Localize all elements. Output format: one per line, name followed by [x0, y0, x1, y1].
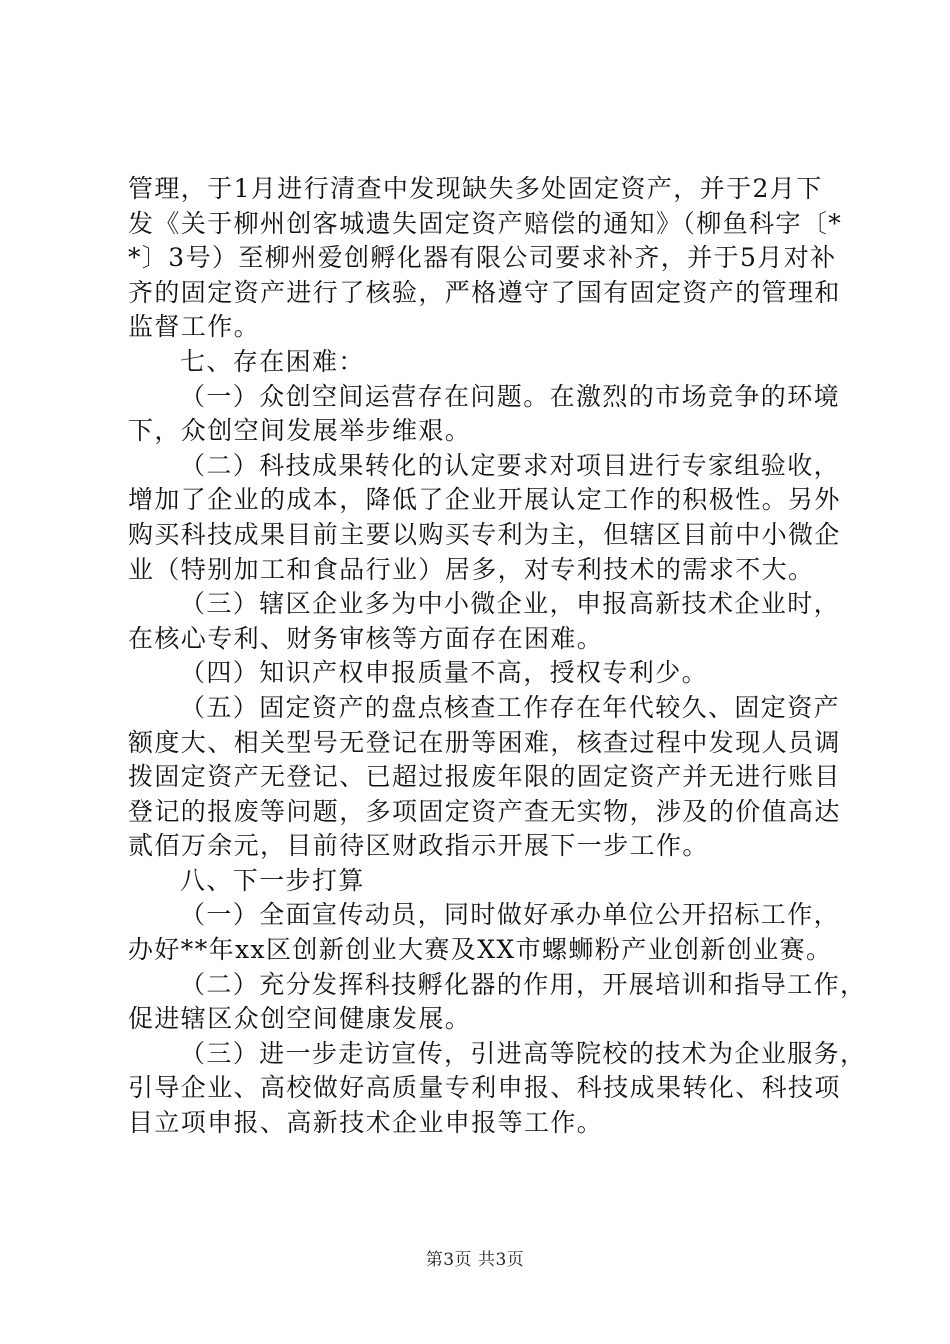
- text-line: 齐的固定资产进行了核验，严格遵守了国有固定资产的管理和: [128, 277, 841, 307]
- paragraph-start: （二）充分发挥科技孵化器的作用，开展培训和指导工作，: [180, 969, 867, 999]
- text-line: 办好**年xx区创新创业大赛及XX市螺蛳粉产业创新创业赛。: [128, 935, 833, 965]
- section-heading: 八、下一步打算: [180, 865, 365, 895]
- text-line: 贰佰万余元，目前待区财政指示开展下一步工作。: [128, 831, 709, 861]
- paragraph-start: （三）辖区企业多为中小微企业，申报高新技术企业时，: [180, 589, 841, 619]
- text-line: 下，众创空间发展举步维艰。: [128, 416, 472, 446]
- section-heading: 七、存在困难：: [180, 346, 365, 376]
- text-line: 目立项申报、高新技术企业申报等工作。: [128, 1108, 604, 1138]
- paragraph-start: （四）知识产权申报质量不高，授权专利少。: [180, 658, 709, 688]
- text-line: 增加了企业的成本，降低了企业开展认定工作的积极性。另外: [128, 485, 841, 515]
- text-line: 业（特别加工和食品行业）居多，对专利技术的需求不大。: [128, 554, 815, 584]
- paragraph-start: （一）众创空间运营存在问题。在激烈的市场竞争的环境: [180, 381, 841, 411]
- text-line: 在核心专利、财务审核等方面存在困难。: [128, 623, 604, 653]
- text-line: *〕3号）至柳州爱创孵化器有限公司要求补齐，并于5月对补: [128, 243, 837, 273]
- paragraph-start: （五）固定资产的盘点核查工作存在年代较久、固定资产: [180, 692, 841, 722]
- text-line: 促进辖区众创空间健康发展。: [128, 1004, 472, 1034]
- text-line: 监督工作。: [128, 312, 261, 342]
- text-line: 额度大、相关型号无登记在册等困难，核查过程中发现人员调: [128, 727, 841, 757]
- document-body: [128, 172, 867, 1141]
- paragraph-start: （三）进一步走访宣传，引进高等院校的技术为企业服务，: [180, 1038, 867, 1068]
- paragraph-start: （一）全面宣传动员，同时做好承办单位公开招标工作，: [180, 900, 841, 930]
- text-line: 拨固定资产无登记、已超过报废年限的固定资产并无进行账目: [128, 762, 841, 792]
- text-line: 购买科技成果目前主要以购买专利为主，但辖区目前中小微企: [128, 519, 841, 549]
- text-line: 登记的报废等问题，多项固定资产查无实物，涉及的价值高达: [128, 796, 841, 826]
- text-line: 发《关于柳州创客城遗失固定资产赔偿的通知》（柳鱼科字〔*: [128, 208, 843, 238]
- text-line: 引导企业、高校做好高质量专利申报、科技成果转化、科技项: [128, 1073, 841, 1103]
- page-number-footer: 第3页 共3页: [425, 1250, 525, 1270]
- text-line: 管理，于1月进行清查中发现缺失多处固定资产，并于2月下: [128, 174, 823, 203]
- paragraph-start: （二）科技成果转化的认定要求对项目进行专家组验收，: [180, 450, 841, 480]
